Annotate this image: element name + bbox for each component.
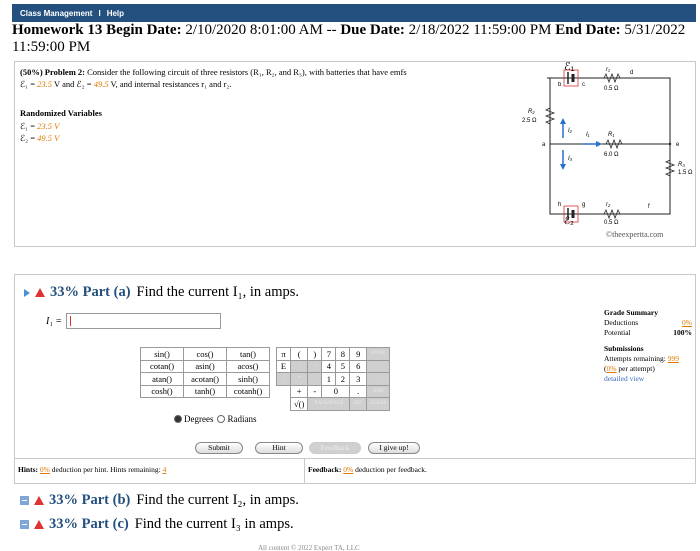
key-3[interactable]: 3 bbox=[350, 373, 367, 386]
key-cos[interactable]: cos() bbox=[184, 348, 227, 361]
r1-value: 6.0 Ω bbox=[604, 152, 619, 158]
submit-button[interactable]: Submit bbox=[195, 442, 243, 454]
hints-divider bbox=[14, 458, 696, 459]
key-divide[interactable]: / bbox=[277, 373, 291, 386]
key-power[interactable]: ^ bbox=[308, 360, 322, 373]
key-end[interactable]: END bbox=[367, 385, 390, 398]
part-a-heading[interactable]: 33% Part (a) Find the current I₁, in amps. bbox=[24, 284, 299, 301]
key-sin[interactable]: sin() bbox=[141, 348, 184, 361]
degrees-radio[interactable] bbox=[174, 415, 182, 423]
detailed-view-link[interactable]: detailed view bbox=[604, 374, 645, 383]
feedback-button[interactable]: Feedback bbox=[309, 442, 361, 454]
circuit-diagram bbox=[520, 56, 700, 226]
hints-feedback-separator bbox=[304, 458, 305, 484]
hint-button[interactable]: Hint bbox=[255, 442, 303, 454]
key-4[interactable]: 4 bbox=[322, 360, 336, 373]
collapse-icon bbox=[20, 496, 29, 505]
r1-top-label: r₁ bbox=[606, 67, 610, 73]
radians-radio[interactable] bbox=[217, 415, 225, 423]
node-c: c bbox=[582, 82, 585, 88]
key-right[interactable]: → bbox=[367, 373, 390, 386]
randomized-title: Randomized Variables bbox=[20, 108, 102, 118]
random-var-2: ℰ₂ = 49.5 V bbox=[20, 133, 60, 143]
key-tanh[interactable]: tanh() bbox=[184, 385, 227, 398]
give-up-button[interactable]: I give up! bbox=[368, 442, 420, 454]
key-6[interactable]: 6 bbox=[350, 360, 367, 373]
key-8[interactable]: 8 bbox=[336, 348, 350, 361]
key-1[interactable]: 1 bbox=[322, 373, 336, 386]
problem-statement: (50%) Problem 2: Consider the following circuit of three resistors (R₁, R₂, and R₃), with batteries that have emfs ℰ₁ = 23.5 V and ℰ₂ = 49.5 V, and internal resistances r₁ and r₂. bbox=[20, 67, 407, 89]
r1-top-value: 0.5 Ω bbox=[604, 86, 619, 92]
key-cosh[interactable]: cosh() bbox=[141, 385, 184, 398]
calculator-keypad bbox=[140, 347, 390, 411]
r1-label: R₁ bbox=[608, 132, 615, 138]
key-2[interactable]: 2 bbox=[336, 373, 350, 386]
r3-label: R₃ bbox=[678, 162, 685, 168]
node-d: d bbox=[630, 70, 634, 76]
hints-info: Hints: 0% deduction per hint. Hints remaining: 4 bbox=[18, 465, 167, 474]
node-g: g bbox=[582, 202, 586, 208]
nav-help[interactable]: Help bbox=[106, 8, 125, 18]
angle-mode: Degrees Radians bbox=[170, 414, 256, 424]
node-f: f bbox=[648, 204, 650, 210]
key-dot[interactable]: . bbox=[350, 385, 367, 398]
r2-label: R₂ bbox=[528, 109, 535, 115]
node-e: e bbox=[676, 142, 680, 148]
e1-label: ℰ₁ bbox=[564, 61, 575, 73]
key-acotan[interactable]: acotan() bbox=[184, 373, 227, 386]
r2-bottom-value: 0.5 Ω bbox=[604, 220, 619, 226]
i1-label: I₁ bbox=[586, 132, 590, 138]
footer-copyright: All content © 2022 Expert TA, LLC bbox=[258, 544, 360, 551]
key-e[interactable]: E bbox=[277, 360, 291, 373]
key-sqrt[interactable]: √() bbox=[291, 398, 308, 411]
homework-title: Homework 13 Begin Date: 2/10/2020 8:01:00 AM -- Due Date: 2/18/2022 11:59:00 PM End Date: 5/31/2022 11:59:00 PM bbox=[12, 22, 686, 55]
node-b: b bbox=[558, 82, 562, 88]
i2-label: I₂ bbox=[568, 128, 572, 134]
r2-value: 2.5 Ω bbox=[522, 118, 537, 124]
key-5[interactable]: 5 bbox=[336, 360, 350, 373]
key-acos[interactable]: acos() bbox=[227, 360, 270, 373]
random-var-1: ℰ₁ = 23.5 V bbox=[20, 121, 60, 131]
answer-label: I₁ = bbox=[46, 316, 63, 327]
answer-input[interactable] bbox=[66, 313, 221, 329]
key-asin[interactable]: asin() bbox=[184, 360, 227, 373]
key-minus[interactable]: - bbox=[308, 385, 322, 398]
play-icon bbox=[24, 289, 30, 297]
key-pi[interactable]: π bbox=[277, 348, 291, 361]
warning-icon bbox=[35, 288, 45, 297]
node-h: h bbox=[558, 202, 562, 208]
key-left[interactable]: ← bbox=[367, 360, 390, 373]
key-0[interactable]: 0 bbox=[322, 385, 350, 398]
key-open-paren[interactable]: ( bbox=[291, 348, 308, 361]
key-cotanh[interactable]: cotanh() bbox=[227, 385, 270, 398]
nav-separator: I bbox=[98, 8, 101, 18]
key-atan[interactable]: atan() bbox=[141, 373, 184, 386]
key-7[interactable]: 7 bbox=[322, 348, 336, 361]
key-backspace[interactable]: BACKSPACE bbox=[308, 398, 350, 411]
key-cotan[interactable]: cotan() bbox=[141, 360, 184, 373]
key-multiply[interactable]: * bbox=[291, 373, 308, 386]
key-sinh[interactable]: sinh() bbox=[227, 373, 270, 386]
key-close-paren[interactable]: ) bbox=[308, 348, 322, 361]
top-nav-bar bbox=[12, 4, 696, 22]
key-plus[interactable]: + bbox=[291, 385, 308, 398]
collapse-icon bbox=[20, 520, 29, 529]
r3-value: 1.5 Ω bbox=[678, 170, 693, 176]
e2-label: ℰ₂ bbox=[564, 216, 574, 226]
node-a: a bbox=[542, 142, 546, 148]
nav-class-management[interactable]: Class Management bbox=[20, 8, 93, 18]
key-del[interactable]: DEL bbox=[350, 398, 367, 411]
key-tan[interactable]: tan() bbox=[227, 348, 270, 361]
r2-bottom-label: r₂ bbox=[606, 202, 611, 208]
key-up[interactable]: ↑ bbox=[291, 360, 308, 373]
key-home[interactable]: HOME bbox=[367, 348, 390, 361]
part-c-heading[interactable]: 33% Part (c) Find the current I₃ in amps. bbox=[20, 516, 294, 533]
feedback-info: Feedback: 0% deduction per feedback. bbox=[308, 465, 427, 474]
key-clear[interactable]: CLEAR bbox=[367, 398, 390, 411]
grade-summary: Grade Summary Deductions 0% Potential 100% Submissions Attempts remaining: 999 (0% per attempt) detailed view bbox=[604, 308, 692, 383]
key-9[interactable]: 9 bbox=[350, 348, 367, 361]
i3-label: I₃ bbox=[568, 156, 573, 162]
part-b-heading[interactable]: 33% Part (b) Find the current I₂, in amps. bbox=[20, 492, 299, 509]
warning-icon bbox=[34, 520, 44, 529]
copyright-watermark: ©theexpertta.com bbox=[606, 230, 664, 239]
warning-icon bbox=[34, 496, 44, 505]
